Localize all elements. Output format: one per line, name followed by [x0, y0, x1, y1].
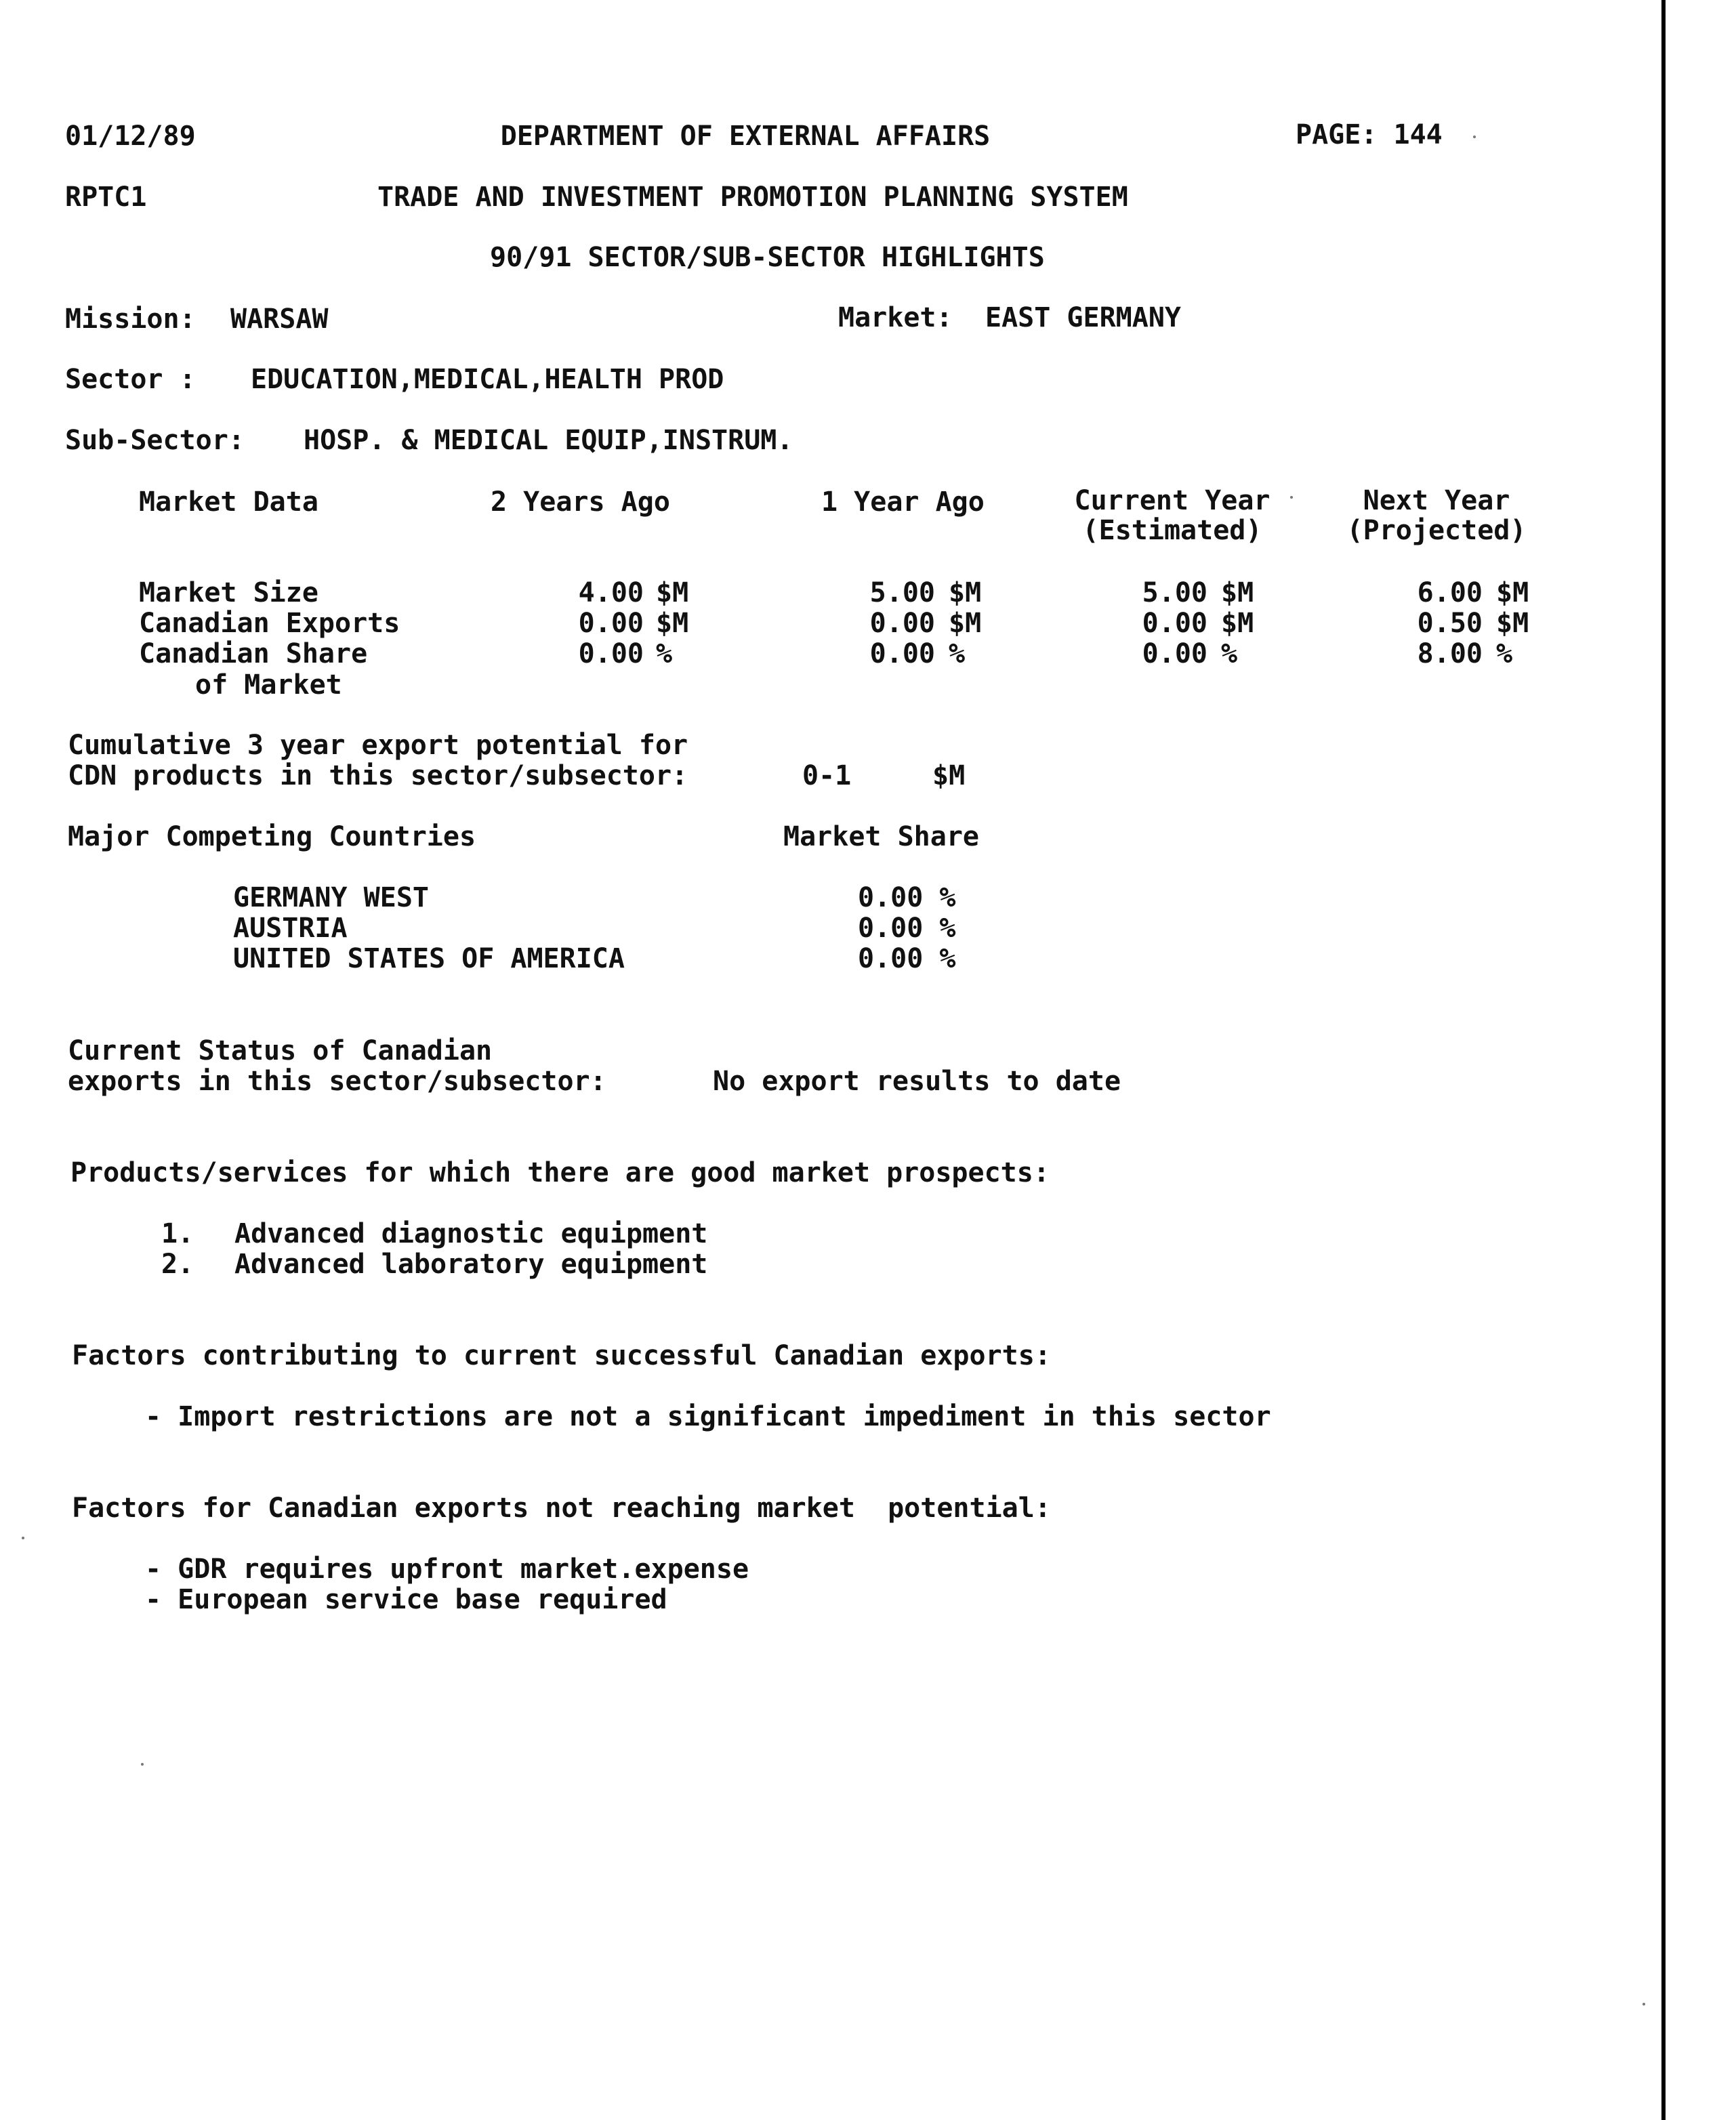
value-current-year: 5.00	[1142, 577, 1207, 608]
competitor-country: GERMANY WEST	[233, 882, 429, 913]
unit: $M	[656, 608, 689, 639]
prospect-number: 1.	[161, 1218, 194, 1249]
mission-label: Mission:	[65, 304, 196, 335]
subsector-label: Sub-Sector:	[65, 425, 245, 456]
unit: $M	[1221, 577, 1254, 608]
scan-speck	[1473, 136, 1476, 138]
success-factors-title: Factors contributing to current successful Canadian exports:	[72, 1340, 1051, 1371]
value-next-year: 0.50	[1417, 608, 1483, 639]
competitor-country: UNITED STATES OF AMERICA	[233, 943, 625, 974]
market-label: Market:	[838, 302, 953, 333]
competitors-title: Major Competing Countries	[68, 821, 476, 852]
row-label: Market Size	[139, 577, 318, 608]
col-next-year-sub-header: (Projected)	[1346, 515, 1527, 546]
col-current-year-header: Current Year	[1074, 485, 1270, 516]
page-edge-border	[1661, 0, 1666, 2120]
unit: %	[949, 638, 966, 669]
department-title: DEPARTMENT OF EXTERNAL AFFAIRS	[500, 121, 991, 152]
row-label: Canadian Exports	[139, 608, 400, 639]
unit: %	[656, 638, 673, 669]
potential-value: 0-1	[802, 760, 852, 791]
unit: $M	[949, 577, 982, 608]
report-date: 01/12/89	[65, 121, 196, 152]
sector-value: EDUCATION,MEDICAL,HEALTH PROD	[251, 364, 724, 395]
col-1-year-ago-header: 1 Year Ago	[821, 486, 985, 518]
scan-speck	[1290, 496, 1293, 499]
value-2-years-ago: 0.00	[578, 638, 644, 669]
competitor-share: 0.00 %	[858, 943, 956, 974]
competitor-country: AUSTRIA	[233, 913, 348, 944]
page-number: PAGE: 144	[1296, 119, 1443, 150]
unit: $M	[949, 608, 982, 639]
potential-line-2: CDN products in this sector/subsector:	[68, 760, 688, 791]
value-2-years-ago: 0.00	[578, 608, 644, 639]
scan-speck	[141, 1763, 144, 1766]
report-code: RPTC1	[65, 182, 147, 213]
prospects-title: Products/services for which there are good market prospects:	[70, 1157, 1050, 1188]
unit: $M	[656, 577, 689, 608]
market-value: EAST GERMANY	[985, 302, 1181, 333]
potential-line-1: Cumulative 3 year export potential for	[68, 730, 688, 761]
unit: $M	[1496, 608, 1529, 639]
competitor-share: 0.00 %	[858, 913, 956, 944]
value-next-year: 8.00	[1417, 638, 1483, 669]
col-next-year-header: Next Year	[1363, 485, 1510, 516]
status-value: No export results to date	[713, 1066, 1121, 1097]
unit: $M	[1496, 577, 1529, 608]
scan-speck	[1642, 2003, 1645, 2005]
value-2-years-ago: 4.00	[578, 577, 644, 608]
col-2-years-ago-header: 2 Years Ago	[491, 486, 670, 518]
value-current-year: 0.00	[1142, 638, 1207, 669]
competitor-share: 0.00 %	[858, 882, 956, 913]
unit: %	[1221, 638, 1238, 669]
value-next-year: 6.00	[1417, 577, 1483, 608]
prospect-item: Advanced diagnostic equipment	[234, 1218, 708, 1249]
barrier-factor-item: - GDR requires upfront market.expense	[145, 1554, 749, 1585]
value-1-year-ago: 0.00	[869, 638, 935, 669]
highlights-title: 90/91 SECTOR/SUB-SECTOR HIGHLIGHTS	[490, 242, 1045, 273]
sector-label: Sector :	[65, 364, 196, 395]
barrier-factors-title: Factors for Canadian exports not reaching market potential:	[72, 1493, 1051, 1524]
status-line-1: Current Status of Canadian	[68, 1035, 493, 1066]
value-1-year-ago: 0.00	[869, 608, 935, 639]
row-label-continued: of Market	[195, 669, 342, 701]
subsector-value: HOSP. & MEDICAL EQUIP,INSTRUM.	[304, 425, 793, 456]
col-current-year-sub-header: (Estimated)	[1082, 515, 1262, 546]
value-1-year-ago: 5.00	[869, 577, 935, 608]
status-line-2: exports in this sector/subsector:	[68, 1066, 606, 1097]
row-label: Canadian Share	[139, 638, 368, 669]
unit: %	[1496, 638, 1513, 669]
mission-value: WARSAW	[230, 304, 329, 335]
prospect-number: 2.	[161, 1249, 194, 1280]
barrier-factor-item: - European service base required	[145, 1584, 667, 1615]
unit: $M	[1221, 608, 1254, 639]
system-title: TRADE AND INVESTMENT PROMOTION PLANNING SYSTEM	[377, 182, 1128, 213]
prospect-item: Advanced laboratory equipment	[234, 1249, 708, 1280]
scan-speck	[22, 1537, 24, 1539]
success-factor-item: - Import restrictions are not a significant impediment in this sector	[145, 1401, 1271, 1432]
market-data-header: Market Data	[139, 486, 318, 518]
value-current-year: 0.00	[1142, 608, 1207, 639]
market-share-title: Market Share	[783, 821, 979, 852]
potential-unit: $M	[932, 760, 966, 791]
